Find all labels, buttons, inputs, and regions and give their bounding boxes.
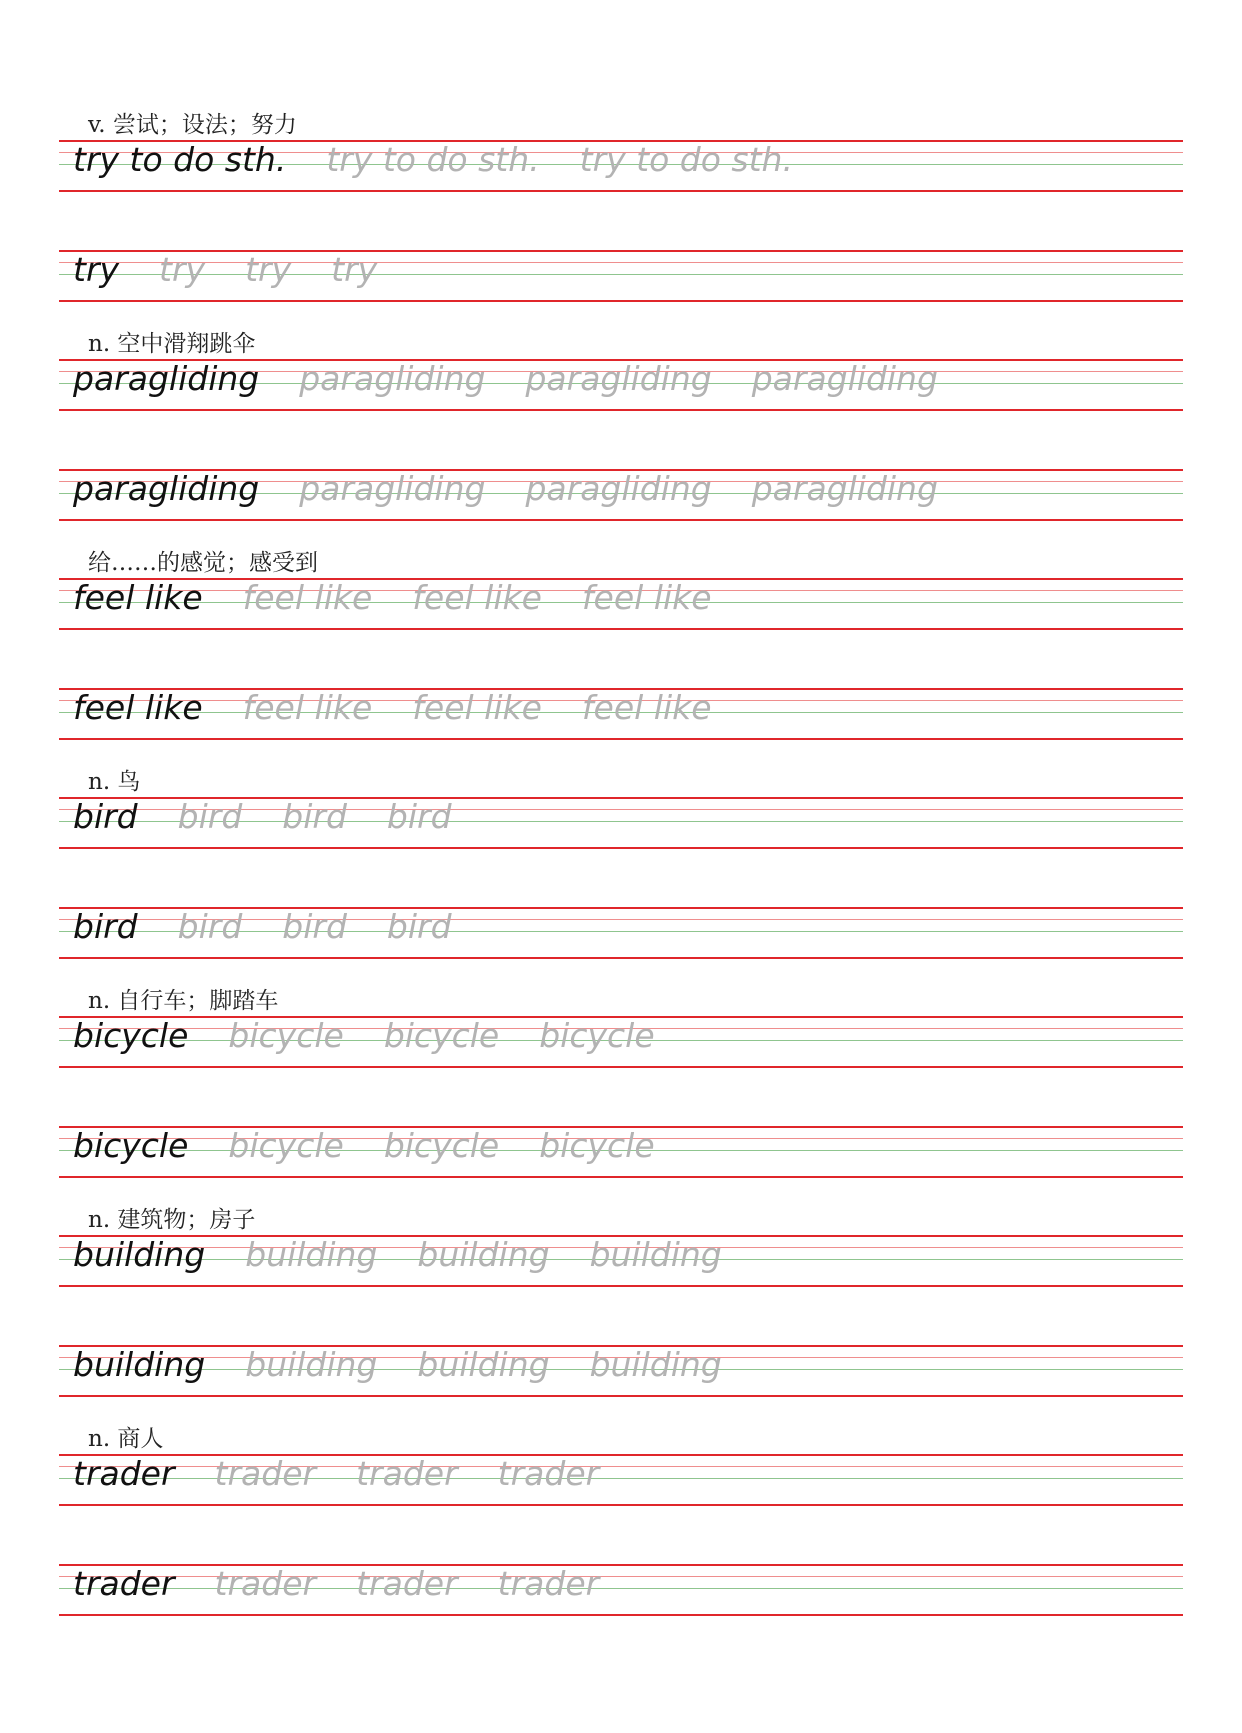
trace-word: feel like	[412, 688, 542, 727]
trace-word: try to do sth.	[579, 140, 793, 179]
trace-word: bicycle	[228, 1126, 344, 1165]
vocab-row	[0, 658, 1242, 768]
trace-word: feel like	[412, 578, 542, 617]
trace-word: trader	[356, 1564, 458, 1603]
vocab-row	[0, 1315, 1242, 1425]
writing-guide-lines	[59, 1564, 1183, 1616]
trace-word: bicycle	[383, 1126, 500, 1165]
trace-word: try	[331, 250, 378, 289]
vocab-row	[0, 1424, 1242, 1534]
trace-word: feel like	[581, 688, 712, 727]
vocab-row	[0, 1096, 1242, 1206]
trace-word: feel like	[581, 578, 712, 617]
practice-words	[73, 1345, 762, 1397]
trace-word: paragliding	[299, 359, 486, 398]
writing-guide-lines	[59, 1345, 1183, 1397]
trace-word: building	[245, 1345, 378, 1384]
word-meaning: v. 尝试；设法；努力	[88, 112, 297, 138]
model-word: try to do sth.	[73, 140, 287, 179]
trace-word: building	[589, 1345, 722, 1384]
trace-word: trader	[356, 1454, 458, 1493]
writing-guide-lines	[59, 1235, 1183, 1287]
trace-word: feel like	[242, 578, 373, 617]
trace-word: try	[245, 250, 292, 289]
vocab-row	[0, 439, 1242, 549]
practice-words	[73, 359, 978, 411]
trace-word: bicycle	[383, 1016, 500, 1055]
model-word: bird	[73, 797, 138, 836]
model-word: paragliding	[73, 359, 260, 398]
writing-guide-lines	[59, 688, 1183, 740]
practice-words	[73, 469, 978, 521]
model-word: bicycle	[73, 1016, 189, 1055]
model-word: try	[73, 250, 120, 289]
model-word: building	[73, 1235, 206, 1274]
vocab-row	[0, 220, 1242, 330]
practice-words	[73, 140, 833, 192]
practice-words	[73, 1016, 695, 1068]
writing-guide-lines	[59, 1454, 1183, 1506]
word-meaning: 给……的感觉；感受到	[88, 550, 318, 576]
trace-word: bird	[282, 797, 347, 836]
writing-guide-lines	[59, 140, 1183, 192]
writing-guide-lines	[59, 1126, 1183, 1178]
practice-words	[73, 578, 752, 630]
model-word: trader	[73, 1454, 175, 1493]
trace-word: bird	[177, 907, 243, 946]
vocab-row	[0, 767, 1242, 877]
writing-guide-lines	[59, 250, 1183, 302]
trace-word: bicycle	[228, 1016, 344, 1055]
practice-words	[73, 1564, 639, 1616]
vocab-row	[0, 1534, 1242, 1644]
writing-guide-lines	[59, 469, 1183, 521]
word-meaning: n. 鸟	[88, 769, 141, 795]
vocab-row	[0, 329, 1242, 439]
practice-words	[73, 1126, 695, 1178]
word-meaning: n. 自行车；脚踏车	[88, 988, 279, 1014]
writing-guide-lines	[59, 359, 1183, 411]
trace-word: try	[159, 250, 206, 289]
word-meaning: n. 建筑物；房子	[88, 1207, 256, 1233]
trace-word: paragliding	[751, 359, 938, 398]
trace-word: bicycle	[539, 1126, 655, 1165]
trace-word: paragliding	[299, 469, 486, 508]
practice-words	[73, 250, 417, 302]
trace-word: trader	[214, 1564, 317, 1603]
model-word: paragliding	[73, 469, 260, 508]
practice-words	[73, 1235, 762, 1287]
practice-words	[73, 1454, 639, 1506]
trace-word: try to do sth.	[326, 140, 540, 179]
model-word: trader	[73, 1564, 175, 1603]
trace-word: bird	[282, 907, 347, 946]
word-meaning: n. 商人	[88, 1426, 164, 1452]
vocab-row	[0, 110, 1242, 220]
trace-word: building	[589, 1235, 722, 1274]
trace-word: trader	[497, 1454, 600, 1493]
trace-word: bird	[177, 797, 243, 836]
vocab-row	[0, 1205, 1242, 1315]
trace-word: building	[417, 1235, 550, 1274]
trace-word: bird	[386, 907, 452, 946]
trace-word: trader	[497, 1564, 600, 1603]
trace-word: trader	[214, 1454, 317, 1493]
trace-word: bird	[386, 797, 452, 836]
writing-guide-lines	[59, 578, 1183, 630]
trace-word: paragliding	[751, 469, 938, 508]
trace-word: building	[417, 1345, 550, 1384]
trace-word: feel like	[242, 688, 373, 727]
practice-words	[73, 907, 492, 959]
vocab-row	[0, 877, 1242, 987]
practice-words	[73, 688, 752, 740]
practice-words	[73, 797, 492, 849]
writing-guide-lines	[59, 1016, 1183, 1068]
model-word: bird	[73, 907, 138, 946]
model-word: feel like	[73, 688, 203, 727]
vocab-row	[0, 548, 1242, 658]
model-word: building	[73, 1345, 206, 1384]
vocab-row	[0, 986, 1242, 1096]
model-word: feel like	[73, 578, 203, 617]
trace-word: building	[245, 1235, 378, 1274]
trace-word: paragliding	[525, 359, 712, 398]
word-meaning: n. 空中滑翔跳伞	[88, 331, 256, 357]
trace-word: bicycle	[539, 1016, 655, 1055]
model-word: bicycle	[73, 1126, 189, 1165]
writing-guide-lines	[59, 907, 1183, 959]
writing-guide-lines	[59, 797, 1183, 849]
trace-word: paragliding	[525, 469, 712, 508]
